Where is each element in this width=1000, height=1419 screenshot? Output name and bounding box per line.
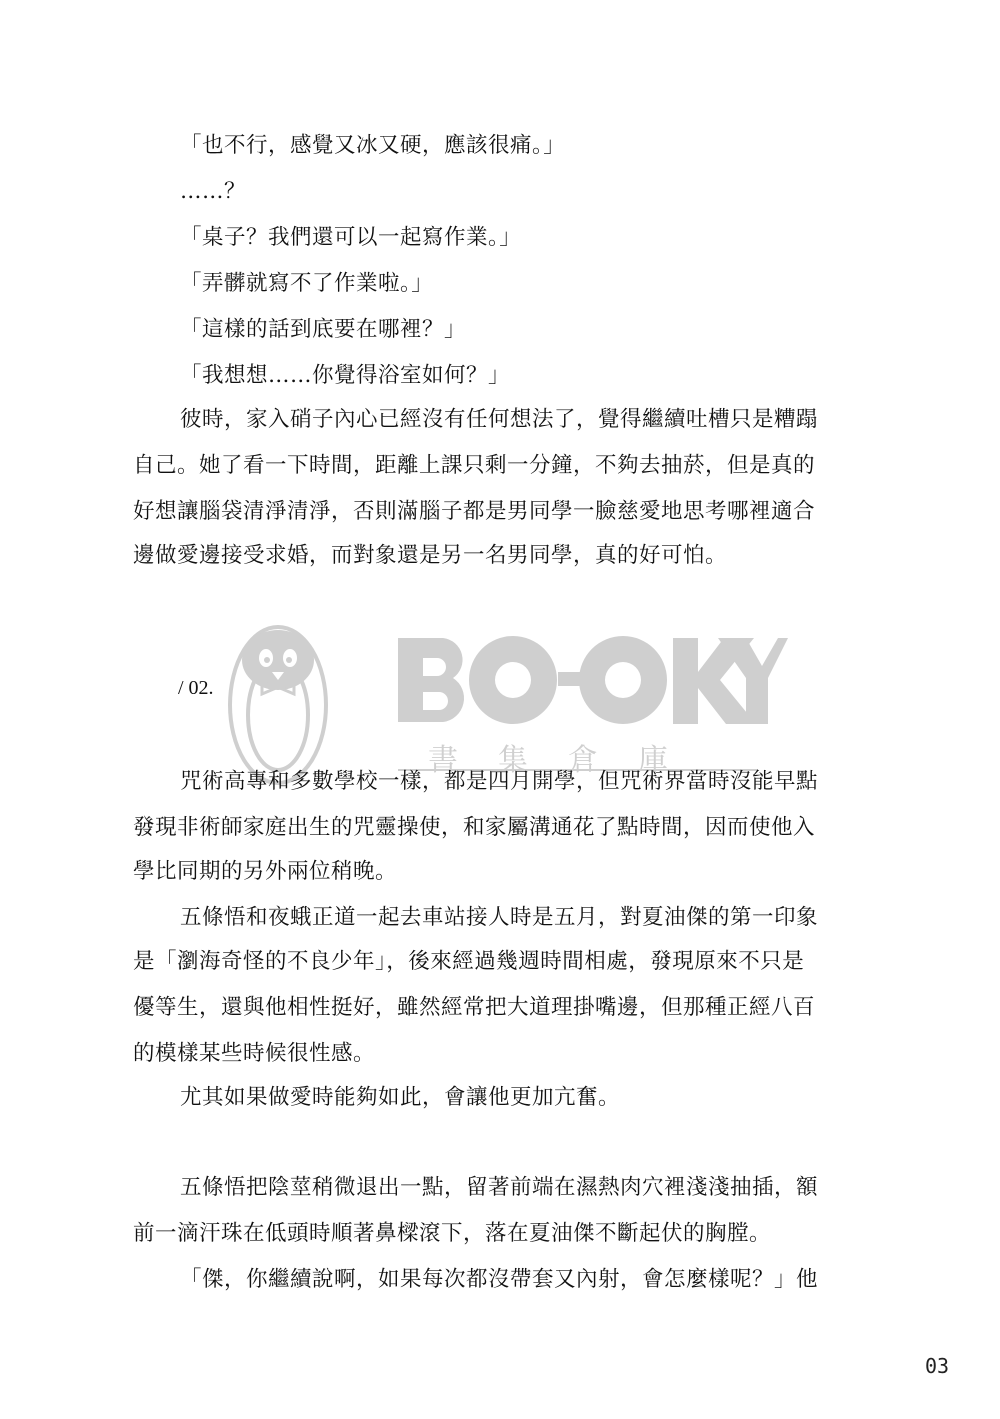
- text-line: 「也不行，感覺又冰又硬，應該很痛。」: [180, 133, 566, 158]
- paragraph-line: 是「瀏海奇怪的不良少年」，後來經過幾週時間相處，發現原來不只是: [133, 949, 805, 974]
- text-line: 「弄髒就寫不了作業啦。」: [180, 271, 434, 296]
- paragraph-line: 「傑，你繼續說啊，如果每次都沒帶套又內射，會怎麼樣呢？」他: [180, 1267, 819, 1292]
- paragraph-line: 邊做愛邊接受求婚，而對象還是另一名男同學，真的好可怕。: [133, 543, 728, 568]
- paragraph-line: 五條悟和夜蛾正道一起去車站接人時是五月，對夏油傑的第一印象: [180, 905, 819, 930]
- paragraph-line: 尤其如果做愛時能夠如此，會讓他更加亢奮。: [180, 1085, 621, 1110]
- paragraph-line: 好想讓腦袋清淨清淨，否則滿腦子都是男同學一臉慈愛地思考哪裡適合: [133, 499, 816, 524]
- svg-text:書集倉庫: 書集倉庫: [428, 743, 708, 778]
- booky-watermark-logo: [218, 620, 788, 790]
- paragraph-line: 五條悟把陰莖稍微退出一點，留著前端在濕熱肉穴裡淺淺抽插，額: [180, 1175, 819, 1200]
- text-line: ……？: [180, 179, 247, 204]
- paragraph-line: 發現非術師家庭出生的咒靈操使，和家屬溝通花了點時間，因而使他入: [133, 815, 816, 840]
- text-line: 「這樣的話到底要在哪裡？」: [180, 317, 467, 342]
- text-line: 「我想想……你覺得浴室如何？」: [180, 363, 511, 388]
- paragraph-line: 優等生，還與他相性挺好，雖然經常把大道理掛嘴邊，但那種正經八百: [133, 995, 816, 1020]
- text-line: 「桌子？我們還可以一起寫作業。」: [180, 225, 522, 250]
- paragraph-line: 咒術高專和多數學校一樣，都是四月開學，但咒術界當時沒能早點: [180, 769, 819, 794]
- paragraph-line: 自己。她了看一下時間，距離上課只剩一分鐘，不夠去抽菸，但是真的: [133, 453, 816, 478]
- paragraph-line: 前一滴汗珠在低頭時順著鼻樑滾下，落在夏油傑不斷起伏的胸膛。: [133, 1221, 772, 1246]
- paragraph-line: 彼時，家入硝子內心已經沒有任何想法了，覺得繼續吐槽只是糟蹋: [180, 407, 819, 432]
- page-number: 03: [925, 1354, 950, 1378]
- paragraph-line: 學比同期的另外兩位稍晚。: [133, 859, 398, 884]
- section-heading: / 02.: [178, 677, 214, 699]
- paragraph-line: 的模樣某些時候很性感。: [133, 1041, 376, 1066]
